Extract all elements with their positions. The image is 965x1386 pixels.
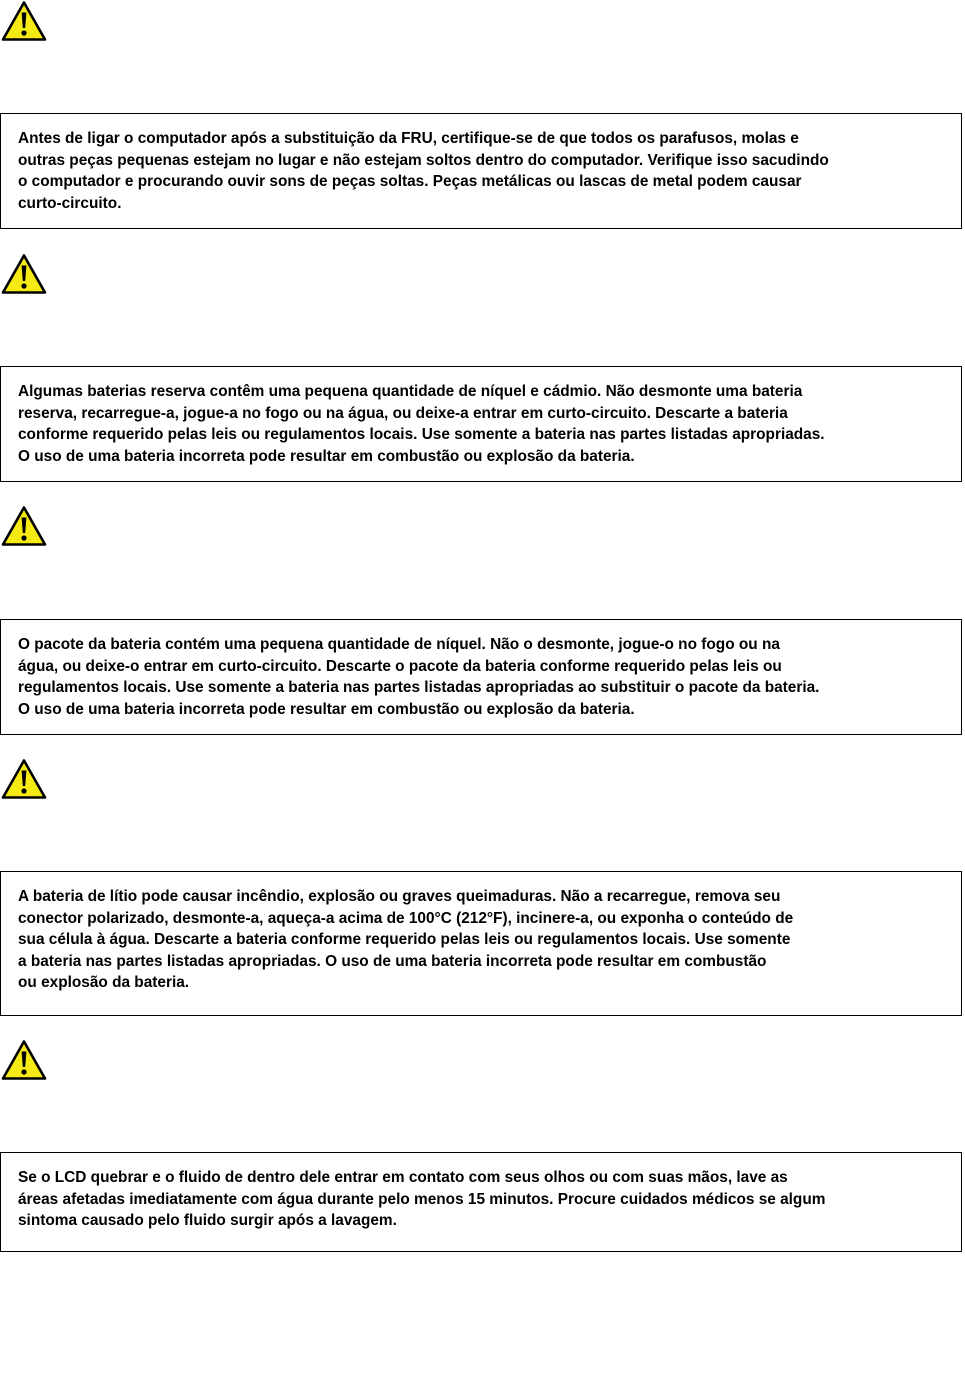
safety-notice-backup-battery: Algumas baterias reserva contêm uma pequena quantidade de níquel e cádmio. Não desmonte uma bateria reserva, recarregue-a, jogue-a no fogo ou na água, ou deixe-a entrar em curto-circuito. Descarte a bateria conforme requerido pelas leis ou regulamentos locais. Use somente a bateria nas partes listadas apropriadas. O uso de uma bateria incorreta pode resultar em combustão ou explosão da bateria. <box>0 366 962 482</box>
safety-notice-battery-pack: O pacote da bateria contém uma pequena quantidade de níquel. Não o desmonte, jogue-o no fogo ou na água, ou deixe-o entrar em curto-circuito. Descarte o pacote da bateria conforme requerido pelas leis ou regulamentos locais. Use somente a bateria nas partes listadas apropriadas ao substituir o pacote da bateria. O uso de uma bateria incorreta pode resultar em combustão ou explosão da bateria. <box>0 619 962 735</box>
warning-triangle-icon <box>1 0 47 42</box>
safety-notice-lcd-fluid: Se o LCD quebrar e o fluido de dentro dele entrar em contato com seus olhos ou com suas mãos, lave as áreas afetadas imediatamente com água durante pelo menos 15 minutos. Procure cuidados médicos se algum sintoma causado pelo fluido surgir após a lavagem. <box>0 1152 962 1252</box>
safety-notice-fru: Antes de ligar o computador após a substituição da FRU, certifique-se de que todos os parafusos, molas e outras peças pequenas estejam no lugar e não estejam soltos dentro do computador. Verifique isso sacudindo o computador e procurando ouvir sons de peças soltas. Peças metálicas ou lascas de metal podem causar curto-circuito. <box>0 113 962 229</box>
warning-triangle-icon <box>1 1039 47 1081</box>
warning-triangle-icon <box>1 758 47 800</box>
warning-triangle-icon <box>1 253 47 295</box>
warning-triangle-icon <box>1 505 47 547</box>
safety-notice-lithium-battery: A bateria de lítio pode causar incêndio, explosão ou graves queimaduras. Não a recarregue, remova seu conector polarizado, desmonte-a, aqueça-a acima de 100°C (212°F), incinere-a, ou exponha o conteúdo de sua célula à água. Descarte a bateria conforme requerido pelas leis ou regulamentos locais. Use somente a bateria nas partes listadas apropriadas. O uso de uma bateria incorreta pode resultar em combustão ou explosão da bateria. <box>0 871 962 1016</box>
